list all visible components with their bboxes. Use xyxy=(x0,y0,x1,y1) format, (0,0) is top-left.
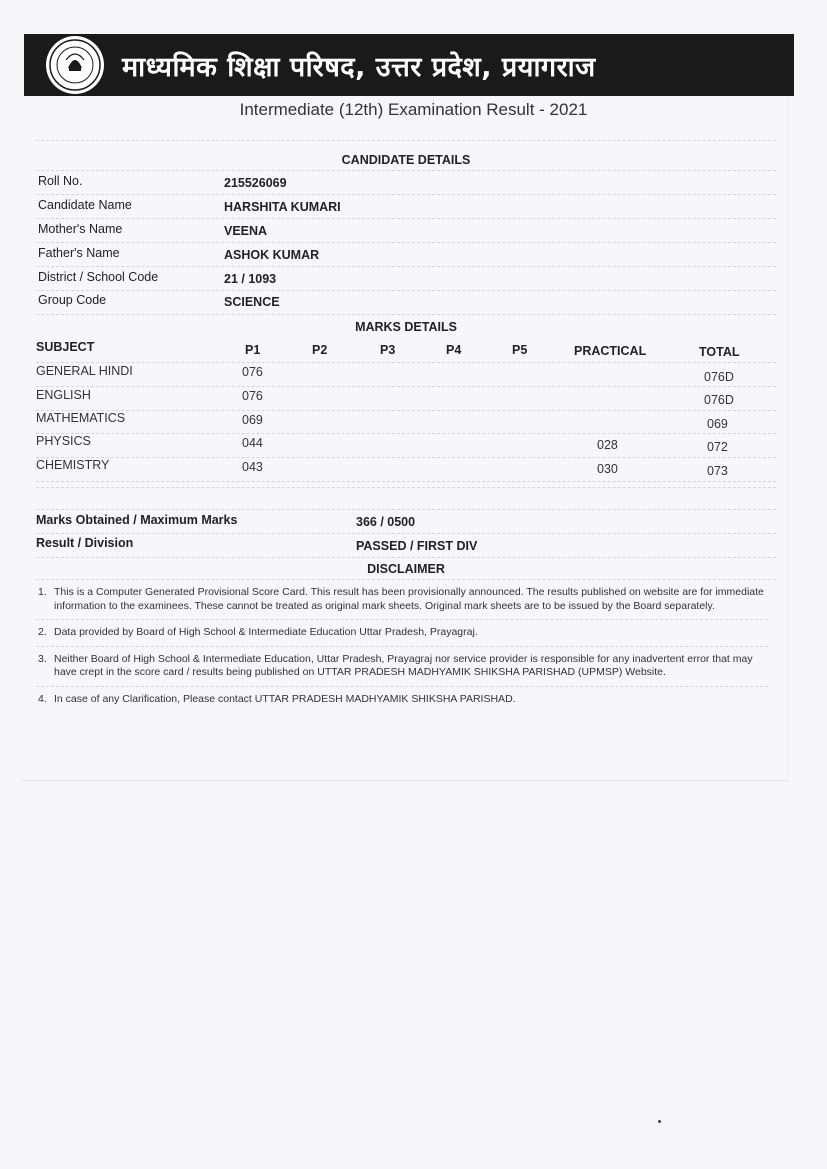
total-cell: 073 xyxy=(707,464,728,478)
marks-details-heading: MARKS DETAILS xyxy=(355,320,457,334)
school-code-value: 21 / 1093 xyxy=(224,272,277,286)
disclaimer-item xyxy=(36,586,768,620)
col-p5: P5 xyxy=(512,343,528,357)
divider xyxy=(36,266,776,267)
candidate-name-label: Candidate Name xyxy=(38,198,132,212)
father-name-value: ASHOK KUMAR xyxy=(224,248,320,262)
divider xyxy=(36,218,776,219)
col-practical: PRACTICAL xyxy=(574,344,647,358)
item-number: 1. xyxy=(38,586,47,598)
p1-cell: 043 xyxy=(242,460,263,474)
subject-cell: MATHEMATICS xyxy=(36,411,126,425)
p1-cell: 069 xyxy=(242,413,263,427)
divider xyxy=(36,140,776,141)
divider xyxy=(36,533,776,534)
divider xyxy=(36,194,776,195)
roll-no-value: 215526069 xyxy=(224,176,287,190)
disclaimer-item xyxy=(36,626,768,647)
divider xyxy=(36,433,776,434)
practical-cell: 028 xyxy=(597,438,618,452)
paper-speck xyxy=(658,1120,661,1123)
disclaimer-item xyxy=(36,693,768,713)
col-subject: SUBJECT xyxy=(36,340,95,354)
header-bar xyxy=(24,34,794,96)
item-text: This is a Computer Generated Provisional Score Card. This result has been provisionally announced. The results published on website are for immediate information to the examinees. These cannot be treated as original mark sheets. Original mark sheets are to be issued by the Board separately. xyxy=(54,586,764,612)
subject-cell: PHYSICS xyxy=(36,434,91,448)
board-name: माध्यमिक शिक्षा परिषद, उत्तर प्रदेश, प्रयागराज xyxy=(122,51,596,83)
divider xyxy=(36,457,776,458)
exam-title: Intermediate (12th) Examination Result - 2021 xyxy=(239,100,588,119)
col-p4: P4 xyxy=(446,343,462,357)
item-number: 3. xyxy=(38,652,47,665)
practical-cell: 030 xyxy=(597,462,618,476)
candidate-name-value: HARSHITA KUMARI xyxy=(224,200,341,214)
candidate-details-heading: CANDIDATE DETAILS xyxy=(341,153,471,167)
divider xyxy=(36,410,776,411)
group-code-value: SCIENCE xyxy=(224,295,280,309)
p1-cell: 076 xyxy=(242,365,263,379)
divider xyxy=(36,481,776,482)
marks-obtained-value: 366 / 0500 xyxy=(356,515,416,529)
disclaimer-list xyxy=(36,586,768,718)
total-cell: 072 xyxy=(707,440,728,454)
divider xyxy=(36,509,776,510)
divider xyxy=(36,362,776,363)
divider xyxy=(36,487,776,488)
total-cell: 069 xyxy=(707,417,728,431)
item-text: In case of any Clarification, Please contact UTTAR PRADESH MADHYAMIK SHIKSHA PARISHAD. xyxy=(54,692,516,705)
item-text: Data provided by Board of High School & Intermediate Education Uttar Pradesh, Prayagraj. xyxy=(54,626,478,638)
total-cell: 076D xyxy=(704,393,734,407)
board-emblem-icon xyxy=(46,36,104,94)
subject-cell: CHEMISTRY xyxy=(36,458,110,472)
p1-cell: 044 xyxy=(242,436,263,450)
mother-name-label: Mother's Name xyxy=(38,222,123,236)
subject-cell: ENGLISH xyxy=(36,388,91,402)
divider xyxy=(36,242,776,243)
disclaimer-heading: DISCLAIMER xyxy=(367,562,445,576)
divider xyxy=(36,290,776,291)
divider xyxy=(36,557,776,558)
item-text: Neither Board of High School & Intermediate Education, Uttar Pradesh, Prayagraj nor service provider is responsible for any inadvertent error that may have crept in the score card / results being published on UTTAR PRADESH MADHYAMIK SHIKSHA PARISHAD (UPMSP) Website. xyxy=(54,652,753,678)
school-code-label: District / School Code xyxy=(38,270,159,284)
item-number: 2. xyxy=(38,626,47,638)
result-value: PASSED / FIRST DIV xyxy=(356,539,478,553)
divider xyxy=(36,314,776,315)
col-p2: P2 xyxy=(312,343,328,357)
divider xyxy=(36,170,776,171)
col-p3: P3 xyxy=(380,343,396,357)
subject-cell: GENERAL HINDI xyxy=(36,364,133,378)
divider xyxy=(36,579,776,580)
group-code-label: Group Code xyxy=(38,293,107,307)
result-label: Result / Division xyxy=(36,536,134,550)
p1-cell: 076 xyxy=(242,389,263,403)
father-name-label: Father's Name xyxy=(38,246,120,260)
roll-no-label: Roll No. xyxy=(38,174,83,188)
item-number: 4. xyxy=(38,692,47,705)
total-cell: 076D xyxy=(704,370,734,384)
col-p1: P1 xyxy=(245,343,261,357)
disclaimer-item xyxy=(36,653,768,687)
divider xyxy=(36,386,776,387)
marks-obtained-label: Marks Obtained / Maximum Marks xyxy=(36,513,238,527)
mother-name-value: VEENA xyxy=(224,224,268,238)
col-total: TOTAL xyxy=(699,345,740,359)
